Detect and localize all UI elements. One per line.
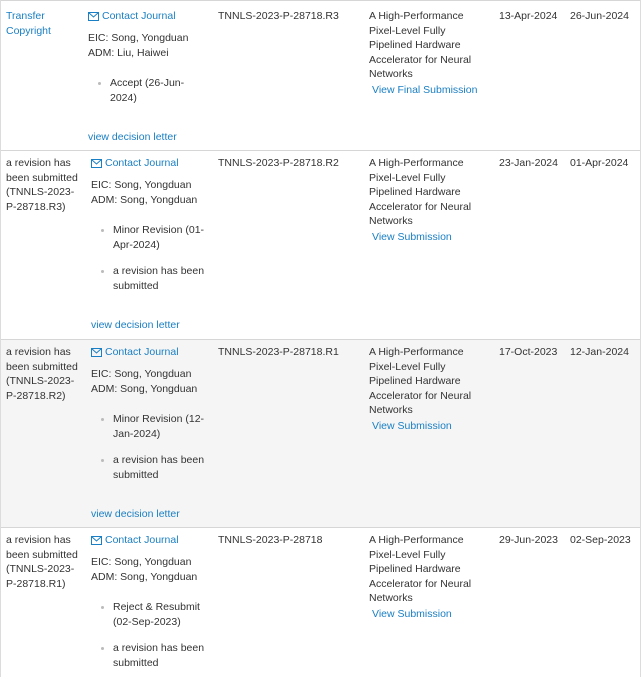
manuscript-title: A High-Performance Pixel-Level Fully Pipelined Hardware Accelerator for Neural Networks [369,534,472,604]
envelope-icon [91,348,102,357]
manuscript-title-cell [369,156,491,244]
eic-name: EIC: Song, Yongduan [91,179,192,192]
eic-name: EIC: Song, Yongduan [88,32,189,45]
status-text: a revision has been submitted (TNNLS-2023-P-28718.R3) [6,157,78,213]
table-row [1,0,640,150]
decision-history [91,600,211,670]
envelope-icon [88,12,99,21]
adm-name: ADM: Song, Yongduan [91,193,198,206]
history-item: Minor Revision (12-Jan-2024) [99,412,211,441]
adm-name: ADM: Liu, Haiwei [88,46,169,59]
contact-journal-label: Contact Journal [105,157,179,169]
status-cell [6,345,82,403]
submitted-date: 29-Jun-2023 [499,534,558,546]
decision-history [91,223,211,293]
actions-cell [91,533,211,682]
contact-journal-label: Contact Journal [105,346,179,358]
contact-journal-link[interactable] [91,533,179,548]
history-item: Minor Revision (01-Apr-2024) [99,223,211,252]
history-item: Accept (26-Jun-2024) [96,76,208,105]
history-item: Reject & Resubmit (02-Sep-2023) [99,600,211,629]
actions-cell [88,9,208,149]
manuscript-id: TNNLS-2023-P-28718.R2 [218,157,339,169]
adm-name: ADM: Song, Yongduan [91,570,198,583]
manuscript-title: A High-Performance Pixel-Level Fully Pipelined Hardware Accelerator for Neural Networks [369,346,472,416]
view-submission-link[interactable]: View Submission [372,230,452,243]
table-row [1,339,640,527]
manuscript-title-cell [369,9,491,97]
transfer-copyright-link[interactable]: Transfer Copyright [6,10,51,37]
status-cell [6,533,82,591]
decisioned-date: 02-Sep-2023 [570,534,631,546]
history-item: a revision has been submitted [99,641,211,670]
contact-journal-link[interactable] [91,345,179,360]
actions-cell [91,345,211,525]
status-text: a revision has been submitted (TNNLS-2023-P-28718.R1) [6,534,78,590]
submitted-date: 17-Oct-2023 [499,346,558,358]
envelope-icon [91,159,102,168]
table-row [1,150,640,339]
manuscript-id: TNNLS-2023-P-28718.R1 [218,346,339,358]
contact-journal-label: Contact Journal [102,10,176,22]
view-decision-letter-link[interactable]: view decision letter [91,319,180,331]
status-text: a revision has been submitted (TNNLS-2023-P-28718.R2) [6,346,78,402]
decision-history [88,76,208,105]
history-item: a revision has been submitted [99,453,211,482]
status-cell [6,156,82,214]
view-decision-letter-link[interactable]: view decision letter [88,131,177,143]
manuscript-title-cell [369,533,491,621]
eic-name: EIC: Song, Yongduan [91,368,192,381]
actions-cell [91,156,211,336]
decisioned-date: 01-Apr-2024 [570,157,629,169]
eic-name: EIC: Song, Yongduan [91,556,192,569]
manuscript-id: TNNLS-2023-P-28718.R3 [218,10,339,22]
view-decision-letter-link[interactable]: view decision letter [91,508,180,520]
submitted-date: 13-Apr-2024 [499,10,558,22]
status-cell [6,9,82,38]
adm-name: ADM: Song, Yongduan [91,382,198,395]
history-item: a revision has been submitted [99,264,211,293]
contact-journal-label: Contact Journal [105,534,179,546]
manuscript-title: A High-Performance Pixel-Level Fully Pipelined Hardware Accelerator for Neural Networks [369,10,472,80]
view-submission-link[interactable]: View Submission [372,607,452,620]
decision-history [91,412,211,482]
manuscript-title: A High-Performance Pixel-Level Fully Pipelined Hardware Accelerator for Neural Networks [369,157,472,227]
view-final-submission-link[interactable]: View Final Submission [372,83,478,96]
contact-journal-link[interactable] [88,9,176,24]
manuscript-id: TNNLS-2023-P-28718 [218,534,323,546]
table-row [1,527,640,677]
view-submission-link[interactable]: View Submission [372,419,452,432]
decisioned-date: 12-Jan-2024 [570,346,629,358]
envelope-icon [91,536,102,545]
manuscript-title-cell [369,345,491,433]
submitted-date: 23-Jan-2024 [499,157,558,169]
contact-journal-link[interactable] [91,156,179,171]
decisioned-date: 26-Jun-2024 [570,10,629,22]
